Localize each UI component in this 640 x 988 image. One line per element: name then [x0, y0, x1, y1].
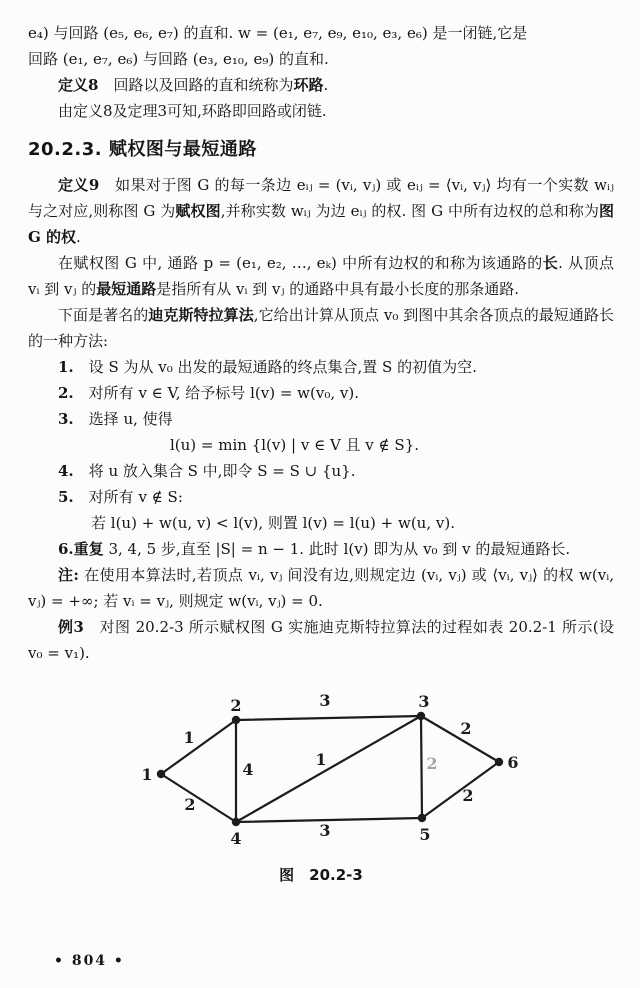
edge-weight-2-3: 3	[319, 691, 331, 710]
intro-seg1: 下面是著名的	[58, 306, 149, 324]
edge-weight-5-6: 2	[462, 786, 474, 805]
path-seg1: 在赋权图 G 中, 通路 p = (e₁, e₂, …, eₖ) 中所有边权的和称为该通路的	[58, 254, 543, 272]
edge-1-4	[161, 774, 236, 822]
algorithm-step-4	[28, 458, 614, 484]
edge-weight-2-4: 4	[242, 760, 254, 779]
edge-weight-1-4: 2	[184, 795, 196, 814]
step-6-number: 6.	[58, 540, 74, 558]
example-3-text: 对图 20.2-3 所示赋权图 G 实施迪克斯特拉算法的过程如表 20.2-1 所示(设 v₀ = v₁).	[28, 618, 615, 662]
paragraph-dijkstra-intro	[28, 302, 614, 354]
path-seg2: . 从顶点 vᵢ 到 vⱼ 的	[28, 254, 614, 298]
note-text: 在使用本算法时,若顶点 vᵢ, vⱼ 间没有边,则规定边 (vᵢ, vⱼ) 或 ⟨vᵢ, vⱼ⟩ 的权 w(vᵢ, vⱼ) = +∞; 若 vᵢ = vⱼ, 则规定 w(vᵢ, vⱼ) = 0.	[28, 566, 615, 610]
paragraph-path-length	[28, 250, 614, 302]
step-1-number: 1.	[58, 358, 74, 376]
step-6-text: 3, 4, 5 步,直至 |S| = n − 1. 此时 l(v) 即为从 v₀ 到 v 的最短通路长.	[103, 540, 571, 558]
figure-caption: 图 20.2-3	[279, 866, 363, 884]
algorithm-step-6	[28, 536, 614, 562]
definition-8-tail: .	[323, 76, 329, 94]
edge-2-3	[236, 716, 421, 720]
definition-9-term1: 赋权图	[175, 202, 221, 220]
vertex-label-5: 5	[419, 825, 431, 844]
algorithm-step-1	[28, 354, 614, 380]
definition-9-term2: 图 G 的权	[28, 202, 614, 246]
vertex-label-1: 1	[141, 765, 153, 784]
edge-weight-3-6: 2	[460, 719, 472, 738]
vertex-dot-1	[157, 770, 165, 778]
edge-1-2	[161, 720, 236, 774]
vertex-label-3: 3	[418, 692, 430, 711]
intro-term1: 迪克斯特拉算法	[148, 306, 254, 324]
vertex-dot-5	[418, 814, 426, 822]
vertex-dot-4	[232, 818, 240, 826]
definition-8-term: 环路	[293, 76, 324, 94]
definition-9	[28, 172, 614, 250]
edge-weight-4-5: 3	[319, 821, 331, 840]
page-number: • 804 •	[54, 953, 125, 969]
step-2-number: 2.	[58, 384, 74, 402]
step-4-number: 4.	[58, 462, 74, 480]
definition-9-label: 定义9	[58, 176, 100, 194]
definition-8-remark: 由定义8及定理3可知,环路即回路或闭链.	[58, 102, 327, 120]
edge-4-3	[236, 716, 421, 822]
vertex-dot-6	[495, 758, 503, 766]
step-5-subline: 若 l(u) + w(u, v) < l(v), 则置 l(v) = l(u) + w(u, v).	[91, 514, 455, 532]
step-3-equation: l(u) = min {l(v) | v ∈ V 且 v ∉ S}.	[170, 436, 420, 454]
algorithm-step-5	[28, 484, 614, 510]
edge-weight-3-5: 2	[426, 754, 438, 773]
vertex-dot-3	[417, 712, 425, 720]
step-6-bold: 重复	[73, 540, 104, 558]
algorithm-step-3	[28, 406, 614, 432]
edge-weight-1-2: 1	[183, 728, 195, 747]
vertex-dot-2	[232, 716, 240, 724]
example-3-paragraph	[28, 614, 614, 666]
step-5-number: 5.	[58, 488, 74, 506]
path-term2: 最短通路	[96, 280, 157, 298]
definition-9-tail: .	[76, 228, 81, 246]
note-label: 注:	[58, 566, 79, 584]
definition-8-body: 回路以及回路的直和统称为	[98, 76, 294, 94]
vertex-label-6: 6	[507, 753, 519, 772]
step-3-text: 选择 u, 使得	[73, 410, 173, 428]
algorithm-step-2	[28, 380, 614, 406]
section-heading: 20.2.3. 赋权图与最短通路	[28, 139, 257, 160]
example-3-label: 例3	[58, 618, 84, 636]
graph-figure-svg	[28, 676, 614, 858]
edge-3-5	[421, 716, 422, 818]
path-seg3: 是指所有从 vᵢ 到 vⱼ 的通路中具有最小长度的那条通路.	[156, 280, 520, 298]
path-term1: 长	[542, 254, 559, 272]
vertex-label-2: 2	[230, 696, 242, 715]
step-4-text: 将 u 放入集合 S 中,即令 S = S ∪ {u}.	[73, 462, 356, 480]
note-paragraph	[28, 562, 614, 614]
step-2-text: 对所有 v ∈ V, 给予标号 l(v) = w(v₀, v).	[73, 384, 359, 402]
vertex-label-4: 4	[230, 829, 242, 848]
intro-seg2: ,它给出计算从顶点 v₀ 到图中其余各顶点的最短通路长的一种方法:	[28, 306, 614, 350]
weighted-graph-figure	[28, 676, 614, 858]
definition-8-label: 定义8	[58, 76, 99, 94]
step-1-text: 设 S 为从 v₀ 出发的最短通路的终点集合,置 S 的初值为空.	[73, 358, 477, 376]
definition-8	[28, 72, 614, 98]
definition-9-seg1: 如果对于图 G 的每一条边 eᵢⱼ = (vᵢ, vⱼ) 或 eᵢⱼ = ⟨vᵢ, vⱼ⟩ 均有一个实数 wᵢⱼ 与之对应,则称图 G 为	[28, 176, 615, 220]
step-5-text: 对所有 v ∉ S:	[73, 488, 183, 506]
step-3-number: 3.	[58, 410, 74, 428]
edge-weight-4-3: 1	[315, 750, 327, 769]
definition-9-seg2: ,并称实数 wᵢⱼ 为边 eᵢⱼ 的权. 图 G 中所有边权的总和称为	[220, 202, 599, 220]
paragraph-continuation-line2: 回路 (e₁, e₇, e₆) 与回路 (e₃, e₁₀, e₉) 的直和.	[28, 50, 329, 68]
paragraph-continuation-line1: e₄) 与回路 (e₅, e₆, e₇) 的直和. w = (e₁, e₇, e₉, e₁₀, e₃, e₆) 是一闭链,它是	[28, 24, 528, 42]
